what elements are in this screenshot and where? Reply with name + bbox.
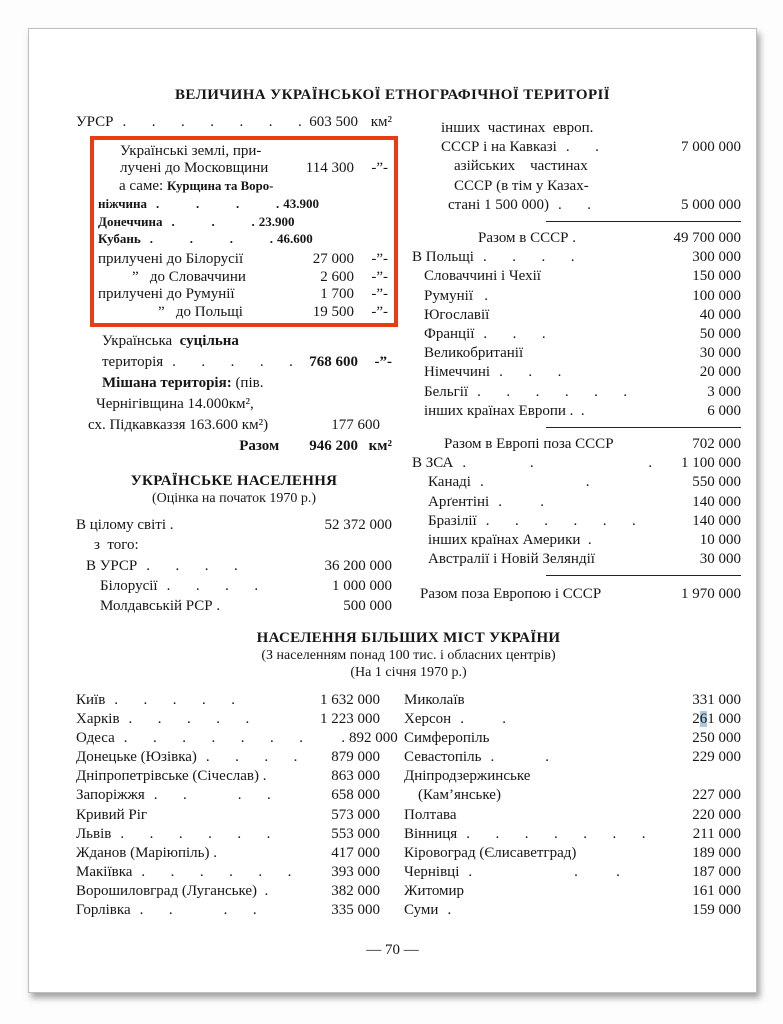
population-rows <box>76 515 392 616</box>
row-value: 211 000 <box>692 825 741 842</box>
section-title-population: УКРАЇНСЬКЕ НАСЕЛЕННЯ <box>130 473 338 490</box>
table-row <box>76 825 380 844</box>
cities-left-column <box>76 691 398 920</box>
row-label: Кіровоград (Єлисаветград) <box>404 844 577 861</box>
row-label: Севастопіль <box>404 749 482 766</box>
table-row <box>76 748 380 767</box>
row-label: сх. Підкавказзя 163.600 км²) <box>88 417 269 434</box>
dot-leader: . . . <box>171 213 255 229</box>
table-row <box>404 825 741 844</box>
dot-leader: . . <box>460 711 506 728</box>
table-row <box>98 178 388 195</box>
table-row <box>404 863 741 882</box>
row-label: Словаччині і Чехії <box>424 268 541 285</box>
row-value: 2 600 <box>320 268 354 285</box>
table-row <box>406 325 741 344</box>
table-row <box>76 882 380 901</box>
row-unit: -”- <box>371 251 388 268</box>
row-label: В цілому світі . <box>76 517 174 534</box>
table-row <box>406 344 741 363</box>
row-label: Дніпропетрівське (Січеслав) . <box>76 768 267 785</box>
row-value: 879 000 <box>331 749 380 766</box>
dot-leader: . . . . . . . <box>466 825 646 842</box>
selection-highlight: 6 <box>699 711 708 728</box>
dot-leader: . <box>447 902 452 919</box>
row-value: 946 200 <box>309 438 358 455</box>
row-value: 892 000 <box>349 730 398 747</box>
table-row <box>98 304 388 321</box>
table-row <box>406 435 741 454</box>
dot-leader: . . . . . . <box>477 383 628 400</box>
dot-leader: . . <box>490 749 549 766</box>
table-row <box>404 748 741 767</box>
row-label: Мішана територія: (пів. <box>102 375 264 392</box>
table-row <box>76 729 398 748</box>
row-value: 331 000 <box>692 692 741 708</box>
table-row <box>76 331 392 352</box>
row-value: 40 000 <box>699 306 741 323</box>
row-value: 1 100 000 <box>681 455 741 472</box>
row-unit: -”- <box>374 354 392 371</box>
row-label: Вінниця <box>404 825 458 842</box>
rule-line <box>546 427 741 428</box>
dot-leader: . . . . <box>139 902 257 919</box>
row-label: Суми <box>404 902 439 919</box>
table-row <box>76 535 392 555</box>
table-row <box>98 251 388 268</box>
table-row <box>98 230 388 247</box>
row-label: Полтава <box>404 806 457 823</box>
row-label: Великобританії <box>424 345 524 362</box>
row-value: 30 000 <box>699 551 741 568</box>
row-label: Молдавській РСР . <box>100 598 221 615</box>
table-row <box>406 119 741 138</box>
row-value: 229 000 <box>692 749 741 766</box>
row-label: прилучені до Білорусії <box>98 251 244 268</box>
table-row <box>76 415 380 436</box>
table-row <box>76 806 380 825</box>
dot-leader: . . <box>565 139 599 156</box>
population-section <box>76 473 392 616</box>
row-value: 189 000 <box>692 844 741 861</box>
row-value: 500 000 <box>343 598 392 615</box>
row-unit: -”- <box>371 268 388 285</box>
cities-section <box>76 630 741 920</box>
table-row <box>406 287 741 306</box>
row-label: ” до Словаччини <box>132 268 246 285</box>
row-value: 261 000 <box>692 711 741 728</box>
row-label: Австралії і Новій Зеляндії <box>428 551 595 568</box>
row-label: Українська суцільна <box>102 333 239 350</box>
table-row <box>406 493 741 512</box>
dot-leader: . . . <box>468 863 620 880</box>
cities-subtitle-date: (На 1 січня 1970 р.) <box>350 665 467 680</box>
row-unit: -”- <box>371 286 388 303</box>
row-value: 30 000 <box>699 345 741 362</box>
table-row <box>406 138 741 157</box>
table-row <box>76 373 392 394</box>
section-title-cities: НАСЕЛЕННЯ БІЛЬШИХ МІСТ УКРАЇНИ <box>256 630 561 646</box>
table-row <box>406 196 741 215</box>
dot-leader: . . . . . <box>114 692 236 708</box>
row-value: 49 700 000 <box>673 230 741 247</box>
dot-leader: . . . . <box>166 577 259 594</box>
sum-rule <box>406 569 741 581</box>
row-value: 335 000 <box>331 902 380 919</box>
table-row <box>98 269 388 286</box>
table-row <box>76 394 392 415</box>
table-row <box>404 901 741 920</box>
row-value: 114 300 <box>305 160 354 177</box>
table-row <box>404 767 741 786</box>
row-unit: км² <box>368 438 392 455</box>
row-label: ” до Польщі <box>158 303 243 320</box>
row-label: інших країнах Европи . . <box>424 402 585 419</box>
row-value: 187 000 <box>692 863 741 880</box>
sum-rule <box>406 215 741 227</box>
row-label: з того: <box>94 537 139 554</box>
row-value: 1 632 000 <box>320 692 380 708</box>
territory-columns <box>76 113 741 617</box>
table-row <box>76 515 392 535</box>
table-row <box>76 576 392 596</box>
section-title-territory: ВЕЛИЧИНА УКРАЇНСЬКОЇ ЕТНОГРАФІЧНОЇ ТЕРИТОРІЇ <box>175 87 610 103</box>
row-value: 1 970 000 <box>681 586 741 603</box>
row-value: 140 000 <box>692 512 741 529</box>
row-label: прилучені до Румунії <box>98 286 235 303</box>
table-row <box>406 402 741 421</box>
dot-leader: . . <box>558 196 591 213</box>
row-value: 6 000 <box>707 402 741 419</box>
table-row <box>404 691 741 710</box>
row-label: територія <box>102 354 164 371</box>
table-row <box>76 556 392 576</box>
sum-rule <box>406 421 741 433</box>
table-row <box>76 901 380 920</box>
row-label: ніжчина <box>98 196 148 212</box>
row-label: Львів <box>76 825 112 842</box>
row-label: азійських частинах <box>454 158 588 175</box>
row-label: Жданов (Маріюпіль) . <box>76 844 217 861</box>
table-row <box>98 143 388 160</box>
row-label: інших частинах европ. <box>441 120 594 136</box>
row-value: 550 000 <box>692 474 741 491</box>
dot-leader: . . . . . <box>128 711 250 728</box>
row-label: Українські землі, при- <box>120 143 262 159</box>
row-label: Разом в СССР . <box>478 230 576 247</box>
row-value: 20 000 <box>699 364 741 381</box>
table-row <box>76 691 380 710</box>
row-value: 159 000 <box>692 902 741 919</box>
row-value: 573 000 <box>331 806 380 823</box>
dot-leader: . . . . . . <box>141 863 292 880</box>
row-value: 3 000 <box>707 383 741 400</box>
row-value: 36 200 000 <box>324 557 392 574</box>
dot-leader: . . . . . . . . <box>123 730 346 747</box>
annotation-rectangle <box>90 136 398 327</box>
dot-leader: . . . . <box>156 196 280 212</box>
row-label: Франції <box>424 326 475 343</box>
row-label: стані 1 500 000) <box>448 196 549 213</box>
row-value: 27 000 <box>312 251 354 268</box>
row-label: Разом <box>239 438 280 455</box>
row-label: Одеса <box>76 730 115 747</box>
row-label: а саме: Курщина та Воро- <box>119 177 274 194</box>
row-label: Симферопіль <box>404 730 490 747</box>
row-value: 250 000 <box>692 730 741 747</box>
table-row <box>406 383 741 402</box>
page-number: — 70 — <box>366 942 419 958</box>
table-row <box>406 229 741 248</box>
row-label: Бразілії <box>428 512 477 529</box>
row-label: лучені до Московщини <box>120 160 269 177</box>
row-value: 50 000 <box>699 326 741 343</box>
row-label: УРСР <box>76 114 114 130</box>
row-label: Ворошиловград (Луганське) . <box>76 882 269 899</box>
table-row <box>406 267 741 286</box>
row-label: В ЗСА <box>412 455 454 472</box>
row-label: Югославії <box>424 306 490 323</box>
row-label: Київ <box>76 692 106 708</box>
dot-leader: . . . . <box>146 557 238 574</box>
row-value: 19 500 <box>312 303 354 320</box>
territory-totals-group <box>76 331 392 457</box>
table-row <box>404 844 741 863</box>
dot-leader: . . . . . . <box>485 512 636 529</box>
row-value: 382 000 <box>331 882 380 899</box>
table-row <box>404 710 741 729</box>
territory-left-column <box>76 113 392 617</box>
row-label: Херсон <box>404 711 452 728</box>
row-value: 1 000 000 <box>332 577 392 594</box>
rule-line <box>546 221 741 222</box>
row-label: Чернігівщина 14.000км², <box>96 396 254 413</box>
table-row <box>404 786 741 805</box>
table-row <box>404 882 741 901</box>
row-label: інших країнах Америки . <box>428 532 592 549</box>
row-label: Бельгії <box>424 383 469 400</box>
dot-leader: . . . . . <box>172 354 293 371</box>
dot-leader: . . . . . . . <box>122 114 302 130</box>
row-value: 100 000 <box>692 287 741 304</box>
row-label: Разом поза Европою і СССР <box>420 586 602 603</box>
row-value: 43.900 <box>283 196 320 212</box>
table-row <box>76 786 380 805</box>
document-page <box>28 28 757 993</box>
table-row <box>406 585 741 604</box>
row-value: 10 000 <box>699 532 741 549</box>
table-row <box>404 729 741 748</box>
row-unit: км² <box>370 114 392 130</box>
row-label: Горлівка <box>76 902 131 919</box>
ursr-row-group <box>76 113 392 132</box>
row-value: 161 000 <box>692 882 741 899</box>
cities-subtitle-threshold: (З населенням понад 100 тис. і обласних центрів) <box>261 648 556 663</box>
row-value: 23.900 <box>258 213 295 229</box>
rule-line <box>546 575 741 576</box>
row-value: 46.600 <box>277 231 313 247</box>
row-value: 177 600 <box>331 417 380 434</box>
row-label: Донецьке (Юзівка) <box>76 749 197 766</box>
table-row <box>76 767 380 786</box>
row-label: В УРСР <box>86 557 138 574</box>
dot-leader: . . . . <box>205 749 298 766</box>
row-label: СССР і на Кавказі <box>441 139 557 156</box>
row-label: Білорусії <box>100 577 158 594</box>
row-label: Донеччина <box>98 213 163 229</box>
row-value: 300 000 <box>692 249 741 266</box>
table-row <box>406 512 741 531</box>
table-row <box>98 160 388 177</box>
table-row <box>98 213 388 230</box>
row-label: Кривий Ріг <box>76 806 148 823</box>
table-row <box>406 177 741 196</box>
table-row <box>404 806 741 825</box>
table-row <box>76 844 380 863</box>
table-row <box>98 195 388 212</box>
dot-leader: . . . . <box>482 249 575 266</box>
row-label: Дніпродзержинське <box>404 768 531 785</box>
row-value: 702 000 <box>692 436 741 453</box>
dot-leader: . . . . <box>153 787 271 804</box>
table-row <box>76 113 392 132</box>
row-unit: -”- <box>371 303 388 320</box>
population-subtitle: (Оцінка на початок 1970 р.) <box>151 491 317 507</box>
table-row <box>76 710 380 729</box>
row-value: 658 000 <box>331 787 380 804</box>
row-value: 417 000 <box>331 844 380 861</box>
row-unit: -”- <box>371 160 388 177</box>
row-label: Німеччині <box>424 364 491 381</box>
row-label: Арґентіні <box>428 493 490 510</box>
row-value: 5 000 000 <box>681 196 741 213</box>
row-label: Разом в Европі поза СССР <box>444 436 614 453</box>
table-row <box>406 248 741 267</box>
row-value: 52 372 000 <box>324 517 392 534</box>
row-label: Кубань <box>98 231 141 247</box>
cities-right-column <box>404 691 741 920</box>
row-label: Житомир <box>404 882 465 899</box>
table-row <box>406 363 741 382</box>
row-label: (Кам’янське) <box>418 787 501 804</box>
dot-leader: . . <box>479 474 590 491</box>
row-label: СССР (в тім у Казах- <box>454 177 589 194</box>
dot-leader: . . . <box>483 326 546 343</box>
row-value: 220 000 <box>692 806 741 823</box>
table-row <box>76 352 392 373</box>
row-label: Запоріжжя <box>76 787 145 804</box>
row-label: Миколаїв <box>404 692 465 708</box>
row-label: Румунії . <box>424 287 488 304</box>
row-value: 1 223 000 <box>320 711 380 728</box>
table-row <box>406 550 741 569</box>
table-row <box>406 157 741 176</box>
dot-leader: . . . <box>462 455 653 472</box>
cities-columns <box>76 691 741 920</box>
row-value: 768 600 <box>309 354 358 371</box>
table-row <box>406 531 741 550</box>
row-label: В Польщі <box>412 249 474 266</box>
table-row <box>76 596 392 616</box>
table-row <box>76 436 392 457</box>
dot-leader: . . . <box>499 364 562 381</box>
row-value: 140 000 <box>692 493 741 510</box>
row-value: 1 700 <box>320 286 354 303</box>
row-value: 553 000 <box>331 825 380 842</box>
row-value: 863 000 <box>331 768 380 785</box>
row-label: Харків <box>76 711 120 728</box>
row-label: Чернівці <box>404 863 460 880</box>
table-row <box>98 286 388 303</box>
dot-leader: . . . . . . <box>120 825 271 842</box>
row-value: 150 000 <box>692 268 741 285</box>
row-value: 227 000 <box>692 787 741 804</box>
territory-right-column <box>406 113 741 605</box>
table-row <box>406 473 741 492</box>
table-row <box>76 863 380 882</box>
row-value: 7 000 000 <box>681 139 741 156</box>
row-label: Канаді <box>428 474 471 491</box>
dot-leader: . . <box>498 493 544 510</box>
row-value: 603 500 <box>309 114 358 130</box>
dot-leader: . . . . <box>149 231 274 247</box>
row-value: 393 000 <box>331 863 380 880</box>
table-row <box>406 306 741 325</box>
table-row <box>406 454 741 473</box>
row-label: Макіївка <box>76 863 133 880</box>
